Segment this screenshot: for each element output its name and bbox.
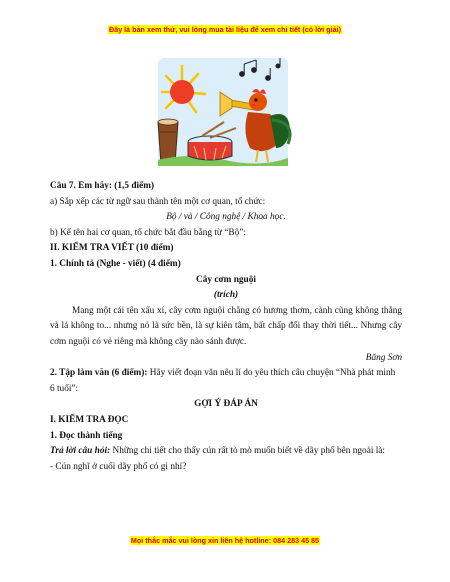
reading-heading: I. KIỂM TRA ĐỌC [50, 414, 129, 425]
answer-bullet: - Cún nghĩ ở cuối dãy phố có gì nhỉ? [50, 461, 187, 472]
hotline-banner-text: Mọi thắc mắc vui lòng xin liên hệ hotline: 084 283 45 85 [130, 536, 320, 545]
qa-text: Những chi tiết cho thấy cún rất tò mò muốn biết về dãy phố bên ngoài là: [112, 446, 386, 457]
dictation-title: Cây cơm nguội [196, 274, 256, 285]
question-7-part-a: a) Sắp xếp các từ ngữ sau thành tên một cơ quan, tổ chức: [50, 196, 266, 207]
answers-heading: GỢI Ý ĐÁP ÁN [194, 399, 258, 410]
rooster-drum-illustration [150, 52, 300, 174]
essay-label: 2. Tập làm văn (6 điểm): [50, 368, 148, 379]
preview-banner-text: Đây là bản xem thử, vui lòng mua tài liệu để xem chi tiết (có lời giải) [109, 25, 341, 34]
qa-answer [50, 444, 402, 460]
essay-text: Hãy viết đoạn văn nêu lí do yêu thích câu chuyện “Nhà phát minh 6 tuổi”: [50, 368, 396, 394]
document-body [50, 179, 402, 475]
essay-prompt [50, 366, 402, 397]
preview-banner [0, 25, 450, 34]
hotline-banner [0, 536, 450, 545]
qa-label: Trả lời câu hỏi: [50, 446, 111, 457]
question-7-words: Bộ / và / Công nghệ / Khoa học. [166, 212, 286, 223]
dictation-passage: Mang một cái tên xấu xí, cây cơm nguội chẳng có hương thơm, cành cũng không thẳng và lá không to... nhưng nó là sức bền, là sự kiên tâm, bất chấp đổi thay thời tiết... Nhưng cây cơm nguội có vẻ riêng mà không cây nào sánh được. [50, 305, 402, 347]
section-writing-heading: II. KIỂM TRA VIẾT (10 điểm) [50, 243, 174, 254]
passage-author: Băng Sơn [365, 352, 402, 363]
question-7-title: Câu 7. Em hãy: (1,5 điểm) [50, 181, 155, 191]
read-aloud-heading: 1. Đọc thành tiếng [50, 430, 123, 441]
dictation-note: (trích) [213, 290, 239, 301]
dictation-heading: 1. Chính tả (Nghe - viết) (4 điểm) [50, 258, 181, 269]
question-7-part-b: b) Kể tên hai cơ quan, tổ chức bắt đầu bằng từ “Bộ”: [50, 227, 246, 238]
